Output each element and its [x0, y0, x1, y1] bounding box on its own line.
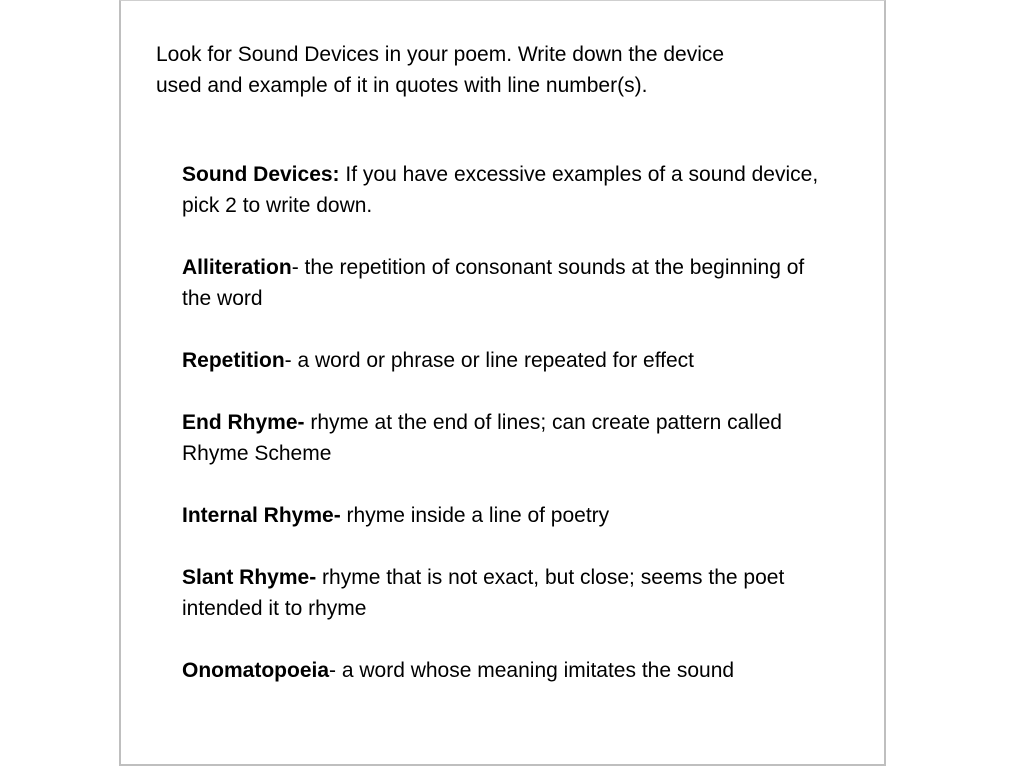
device-entry-onomatopoeia [182, 655, 822, 686]
device-entry-repetition [182, 345, 822, 376]
device-entry-sound-devices [182, 159, 822, 221]
device-definition: If you have excessive examples of a sound device, pick 2 to write down. [182, 163, 819, 217]
instructions [156, 39, 816, 101]
device-definition: rhyme that is not exact, but close; seems the poet intended it to rhyme [182, 566, 785, 620]
device-entry-alliteration [182, 252, 822, 314]
instructions-line-1: Look for Sound Devices in your poem. Write down the device [156, 43, 725, 66]
device-term: Repetition [182, 349, 285, 372]
device-term: Slant Rhyme- [182, 566, 317, 589]
document-page [119, 0, 886, 766]
device-definition: - a word or phrase or line repeated for effect [284, 349, 695, 372]
device-term: Alliteration [182, 256, 292, 279]
device-entry-internal-rhyme [182, 500, 822, 531]
device-term: Onomatopoeia [182, 659, 330, 682]
device-definition: - a word whose meaning imitates the sound [329, 659, 735, 682]
device-term: End Rhyme- [182, 411, 305, 434]
device-entry-slant-rhyme [182, 562, 822, 624]
device-term: Sound Devices: [182, 163, 340, 186]
sound-devices-list [182, 159, 822, 686]
device-definition: rhyme inside a line of poetry [340, 504, 610, 527]
device-entry-end-rhyme [182, 407, 822, 469]
instructions-line-2: used and example of it in quotes with line number(s). [156, 74, 648, 97]
device-definition: rhyme at the end of lines; can create pattern called Rhyme Scheme [182, 411, 782, 465]
device-term: Internal Rhyme- [182, 504, 341, 527]
device-definition: - the repetition of consonant sounds at the beginning of the word [182, 256, 805, 310]
